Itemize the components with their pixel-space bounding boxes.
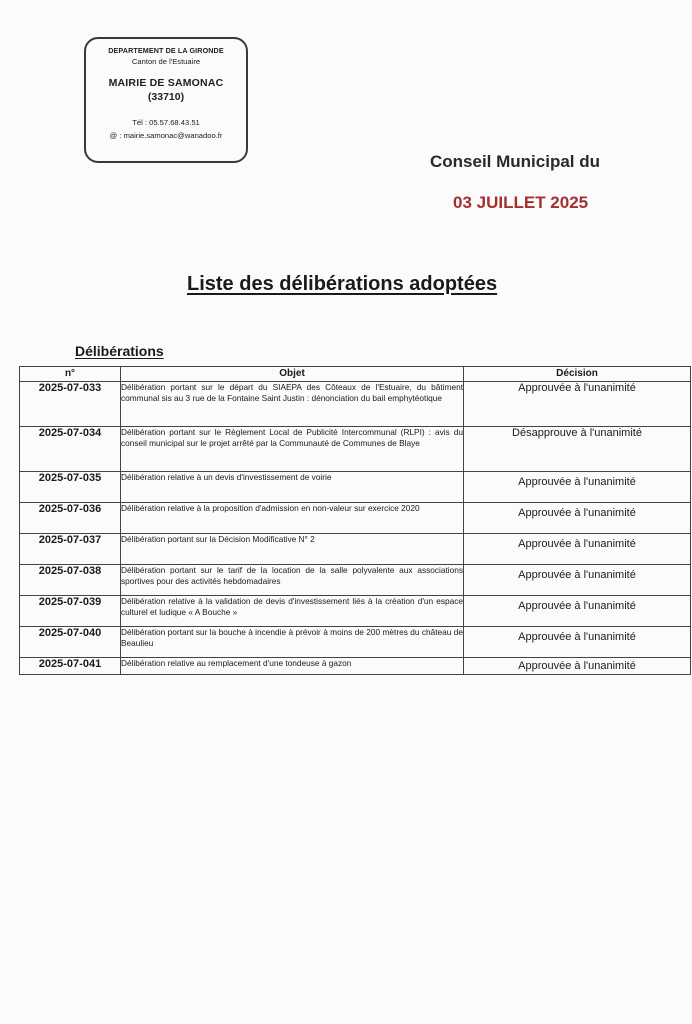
stamp-department: DEPARTEMENT DE LA GIRONDE xyxy=(108,46,224,55)
deliberation-decision: Approuvée à l'unanimité xyxy=(464,658,691,675)
table-row xyxy=(20,658,691,675)
deliberation-number: 2025-07-033 xyxy=(20,382,121,427)
deliberation-decision: Approuvée à l'unanimité xyxy=(464,503,691,534)
deliberation-number: 2025-07-041 xyxy=(20,658,121,675)
deliberation-object: Délibération portant sur la bouche à incendie à prévoir à moins de 200 mètres du château de Beaulieu xyxy=(121,627,464,658)
deliberation-object: Délibération portant sur la Décision Modificative N° 2 xyxy=(121,534,464,565)
table-row xyxy=(20,382,691,427)
deliberation-decision: Approuvée à l'unanimité xyxy=(464,627,691,658)
deliberation-number: 2025-07-037 xyxy=(20,534,121,565)
table-row xyxy=(20,596,691,627)
deliberation-decision: Approuvée à l'unanimité xyxy=(464,382,691,427)
deliberation-decision: Approuvée à l'unanimité xyxy=(464,472,691,503)
mairie-stamp xyxy=(84,37,248,163)
page-title: Liste des délibérations adoptées xyxy=(187,273,498,295)
deliberation-number: 2025-07-040 xyxy=(20,627,121,658)
deliberation-number: 2025-07-039 xyxy=(20,596,121,627)
table-row xyxy=(20,534,691,565)
deliberation-number: 2025-07-038 xyxy=(20,565,121,596)
deliberation-number: 2025-07-035 xyxy=(20,472,121,503)
deliberation-object: Délibération portant sur le départ du SIAEPA des Côteaux de l'Estuaire, du bâtiment communal sis au 3 rue de la Fontaine Saint Justin : dénonciation du bail emphytéotique xyxy=(121,382,464,427)
deliberation-object: Délibération relative à un devis d'investissement de voirie xyxy=(121,472,464,503)
deliberation-decision: Approuvée à l'unanimité xyxy=(464,596,691,627)
deliberation-object: Délibération relative à la proposition d'admission en non-valeur sur exercice 2020 xyxy=(121,503,464,534)
meeting-date: 03 JUILLET 2025 xyxy=(453,193,589,212)
deliberation-object: Délibération relative à la validation de devis d'investissement liés à la création d'un espace culturel et ludique « A Bouche » xyxy=(121,596,464,627)
column-header-decision: Décision xyxy=(464,367,691,382)
stamp-mairie: MAIRIE DE SAMONAC xyxy=(108,77,224,89)
deliberation-decision: Approuvée à l'unanimité xyxy=(464,534,691,565)
table-row xyxy=(20,627,691,658)
deliberation-object: Délibération portant sur le tarif de la location de la salle polyvalente aux associations sportives pour des activités hebdomadaires xyxy=(121,565,464,596)
table-row xyxy=(20,427,691,472)
deliberation-number: 2025-07-034 xyxy=(20,427,121,472)
table-row xyxy=(20,503,691,534)
stamp-canton: Canton de l'Estuaire xyxy=(131,57,201,66)
section-heading: Délibérations xyxy=(75,343,164,359)
table-row xyxy=(20,472,691,503)
stamp-phone: Tél : 05.57.68.43.51 xyxy=(132,118,200,127)
column-header-number: n° xyxy=(20,367,121,382)
stamp-postcode: (33710) xyxy=(147,91,185,103)
deliberation-number: 2025-07-036 xyxy=(20,503,121,534)
deliberation-decision: Approuvée à l'unanimité xyxy=(464,565,691,596)
deliberations-table xyxy=(19,366,691,675)
deliberation-object: Délibération relative au remplacement d'une tondeuse à gazon xyxy=(121,658,464,675)
table-header-row xyxy=(20,367,691,382)
table-row xyxy=(20,565,691,596)
column-header-object: Objet xyxy=(121,367,464,382)
deliberation-object: Délibération portant sur le Règlement Local de Publicité Intercommunal (RLPI) : avis du conseil municipal sur le projet arrêté par la Communauté de Communes de Blaye xyxy=(121,427,464,472)
stamp-email: @ : mairie.samonac@wanadoo.fr xyxy=(109,131,223,140)
conseil-heading: Conseil Municipal du xyxy=(430,152,601,171)
deliberation-decision: Désapprouve à l'unanimité xyxy=(464,427,691,472)
